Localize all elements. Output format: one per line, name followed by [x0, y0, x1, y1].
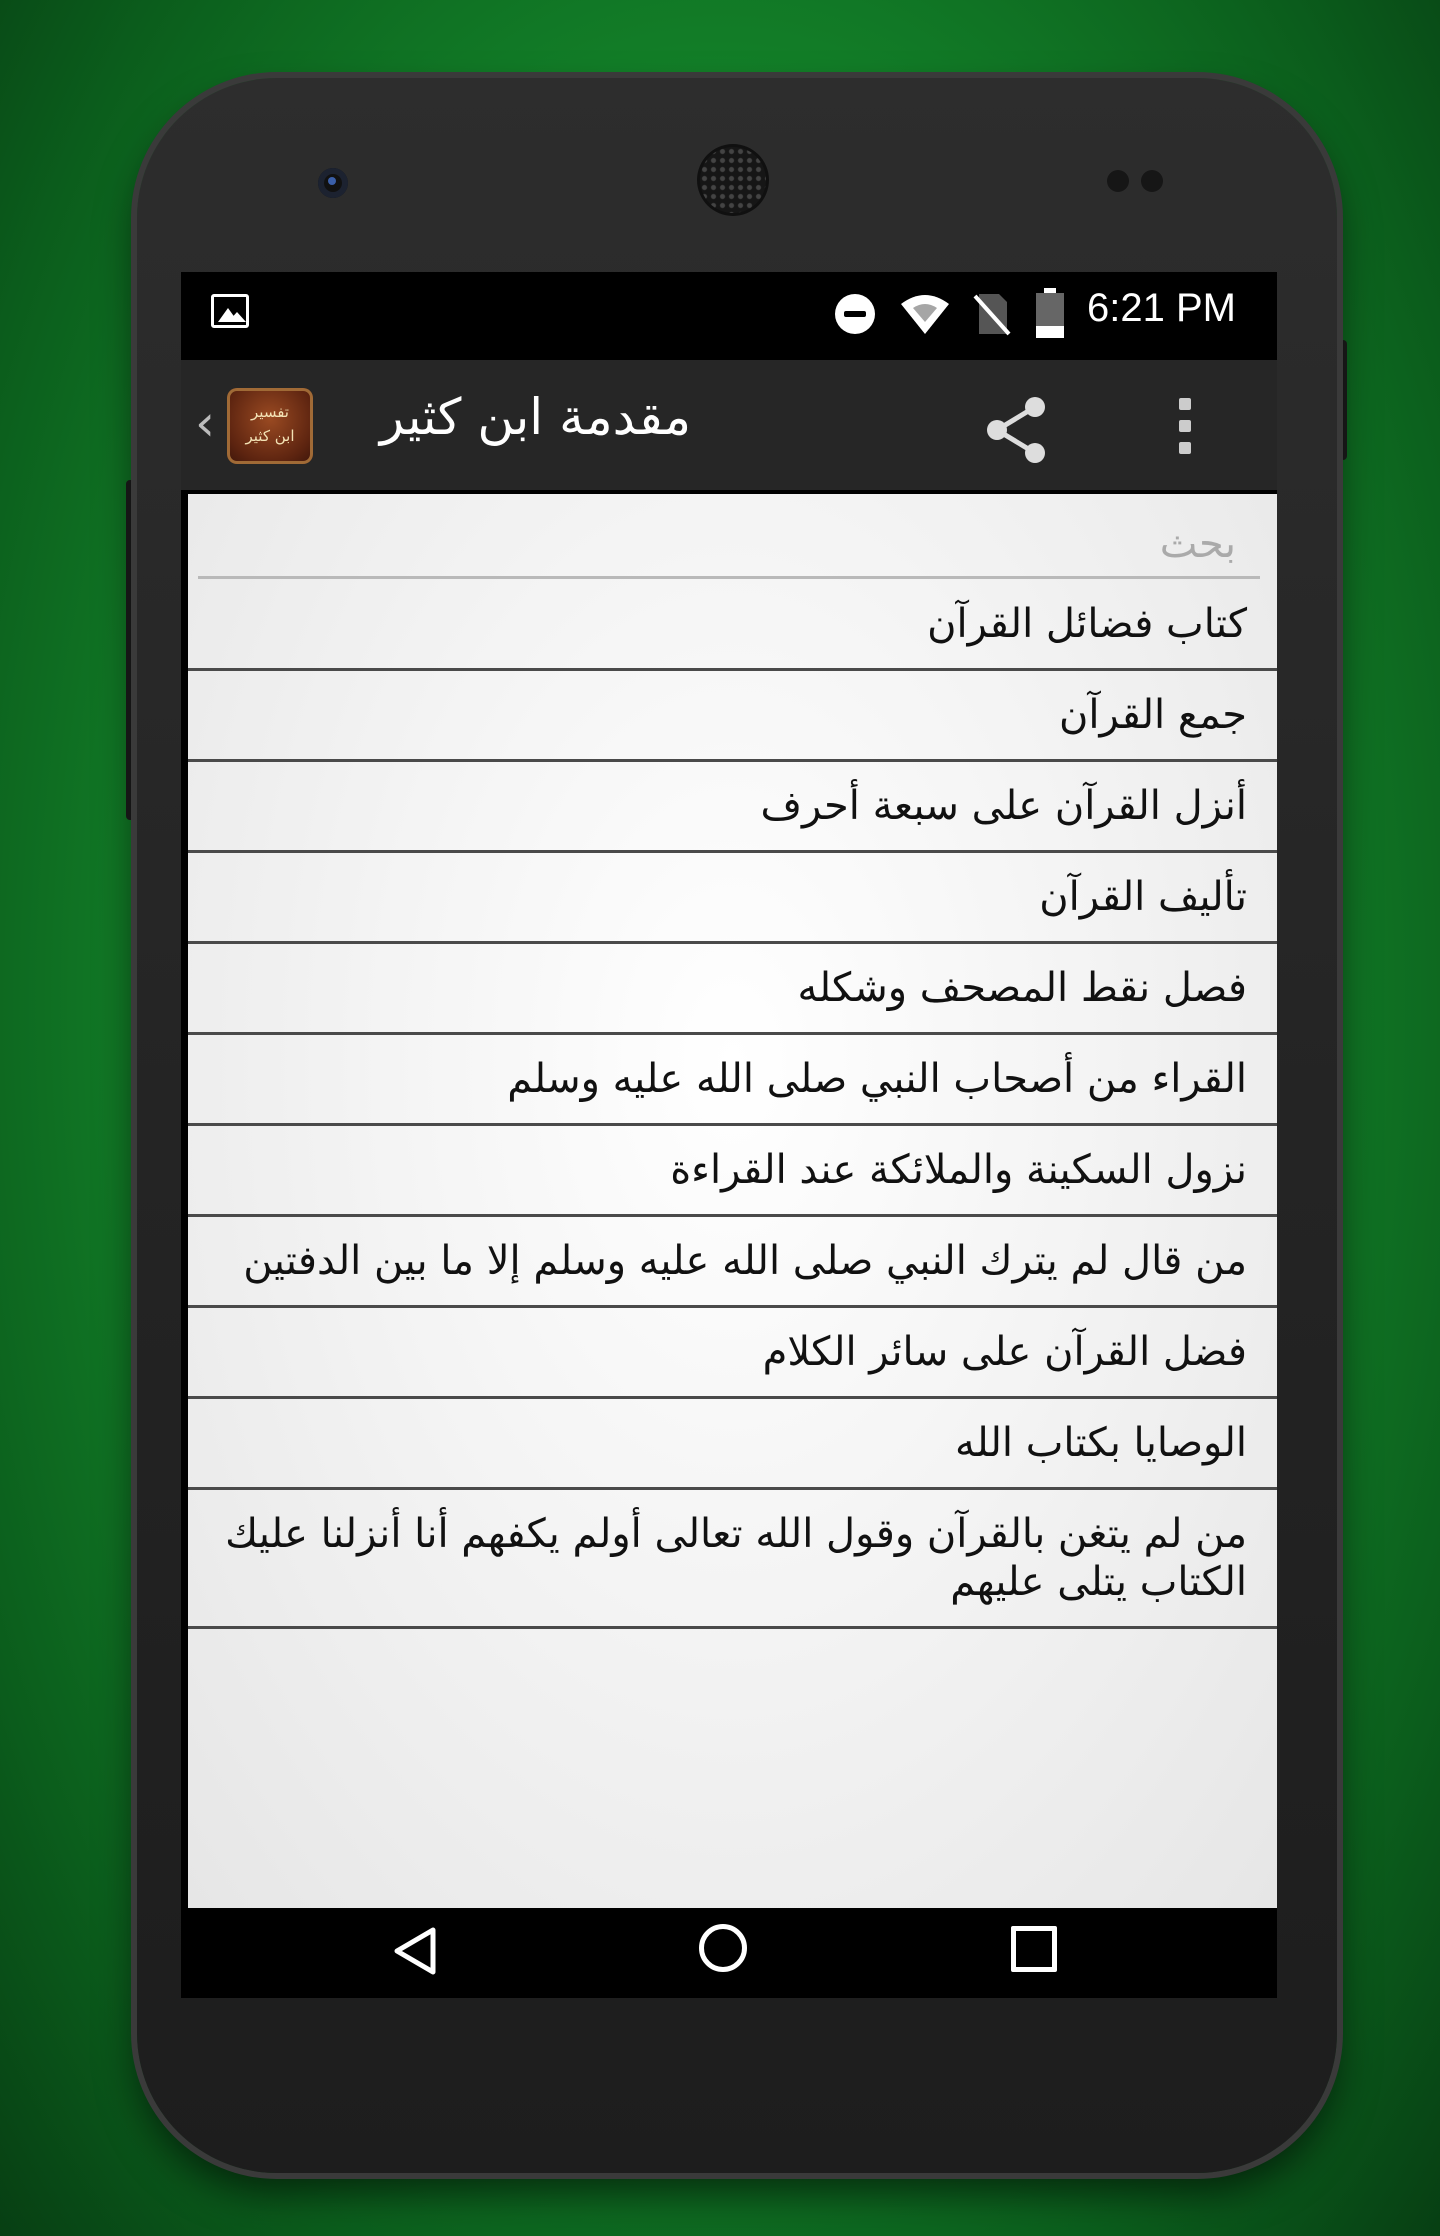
- status-bar: [181, 272, 1277, 350]
- list-item[interactable]: جمع القرآن: [188, 671, 1277, 762]
- app-logo-line1: تفسير: [251, 403, 289, 421]
- list-item[interactable]: كتاب فضائل القرآن: [188, 580, 1277, 671]
- back-chevron-icon[interactable]: ‹: [195, 394, 215, 452]
- home-circle-icon[interactable]: [699, 1924, 747, 1972]
- no-sim-icon: [973, 292, 1011, 336]
- screen: [181, 272, 1277, 1998]
- list-item[interactable]: الوصايا بكتاب الله: [188, 1399, 1277, 1490]
- list-item[interactable]: فضل القرآن على سائر الكلام: [188, 1308, 1277, 1399]
- earpiece-speaker: [700, 147, 766, 213]
- list-item[interactable]: أنزل القرآن على سبعة أحرف: [188, 762, 1277, 853]
- wifi-icon: [899, 292, 951, 336]
- list-item[interactable]: من قال لم يترك النبي صلى الله عليه وسلم إلا ما بين الدفتين: [188, 1217, 1277, 1308]
- back-triangle-icon[interactable]: [391, 1926, 441, 1976]
- app-logo-line2: ابن كثير: [245, 427, 295, 445]
- image-icon: [211, 294, 249, 328]
- list-item[interactable]: فصل نقط المصحف وشكله: [188, 944, 1277, 1035]
- content-area: [188, 494, 1277, 1908]
- phone-power-button: [1337, 340, 1347, 460]
- list-item[interactable]: نزول السكينة والملائكة عند القراءة: [188, 1126, 1277, 1217]
- search-input[interactable]: [198, 514, 1260, 574]
- share-icon[interactable]: [981, 395, 1051, 465]
- overflow-menu-icon[interactable]: [1177, 398, 1193, 458]
- search-box: [198, 514, 1260, 579]
- list-item[interactable]: القراء من أصحاب النبي صلى الله عليه وسلم: [188, 1035, 1277, 1126]
- navigation-bar: [181, 1908, 1277, 1998]
- proximity-sensor: [1107, 170, 1129, 192]
- battery-icon: [1036, 288, 1064, 338]
- list-item[interactable]: من لم يتغن بالقرآن وقول الله تعالى أولم يكفهم أنا أنزلنا عليك الكتاب يتلى عليهم: [188, 1490, 1277, 1629]
- chapter-list: [188, 580, 1277, 1629]
- list-item[interactable]: تأليف القرآن: [188, 853, 1277, 944]
- app-bar: [181, 360, 1277, 490]
- page-title: مقدمة ابن كثير: [379, 388, 691, 446]
- do-not-disturb-icon: [835, 294, 875, 334]
- app-logo[interactable]: [227, 388, 313, 464]
- phone-frame: [137, 78, 1337, 2173]
- light-sensor: [1141, 170, 1163, 192]
- front-camera-icon: [318, 168, 348, 198]
- status-time: 6:21 PM: [1087, 286, 1236, 330]
- phone-volume-button: [126, 480, 136, 820]
- recents-square-icon[interactable]: [1011, 1926, 1057, 1972]
